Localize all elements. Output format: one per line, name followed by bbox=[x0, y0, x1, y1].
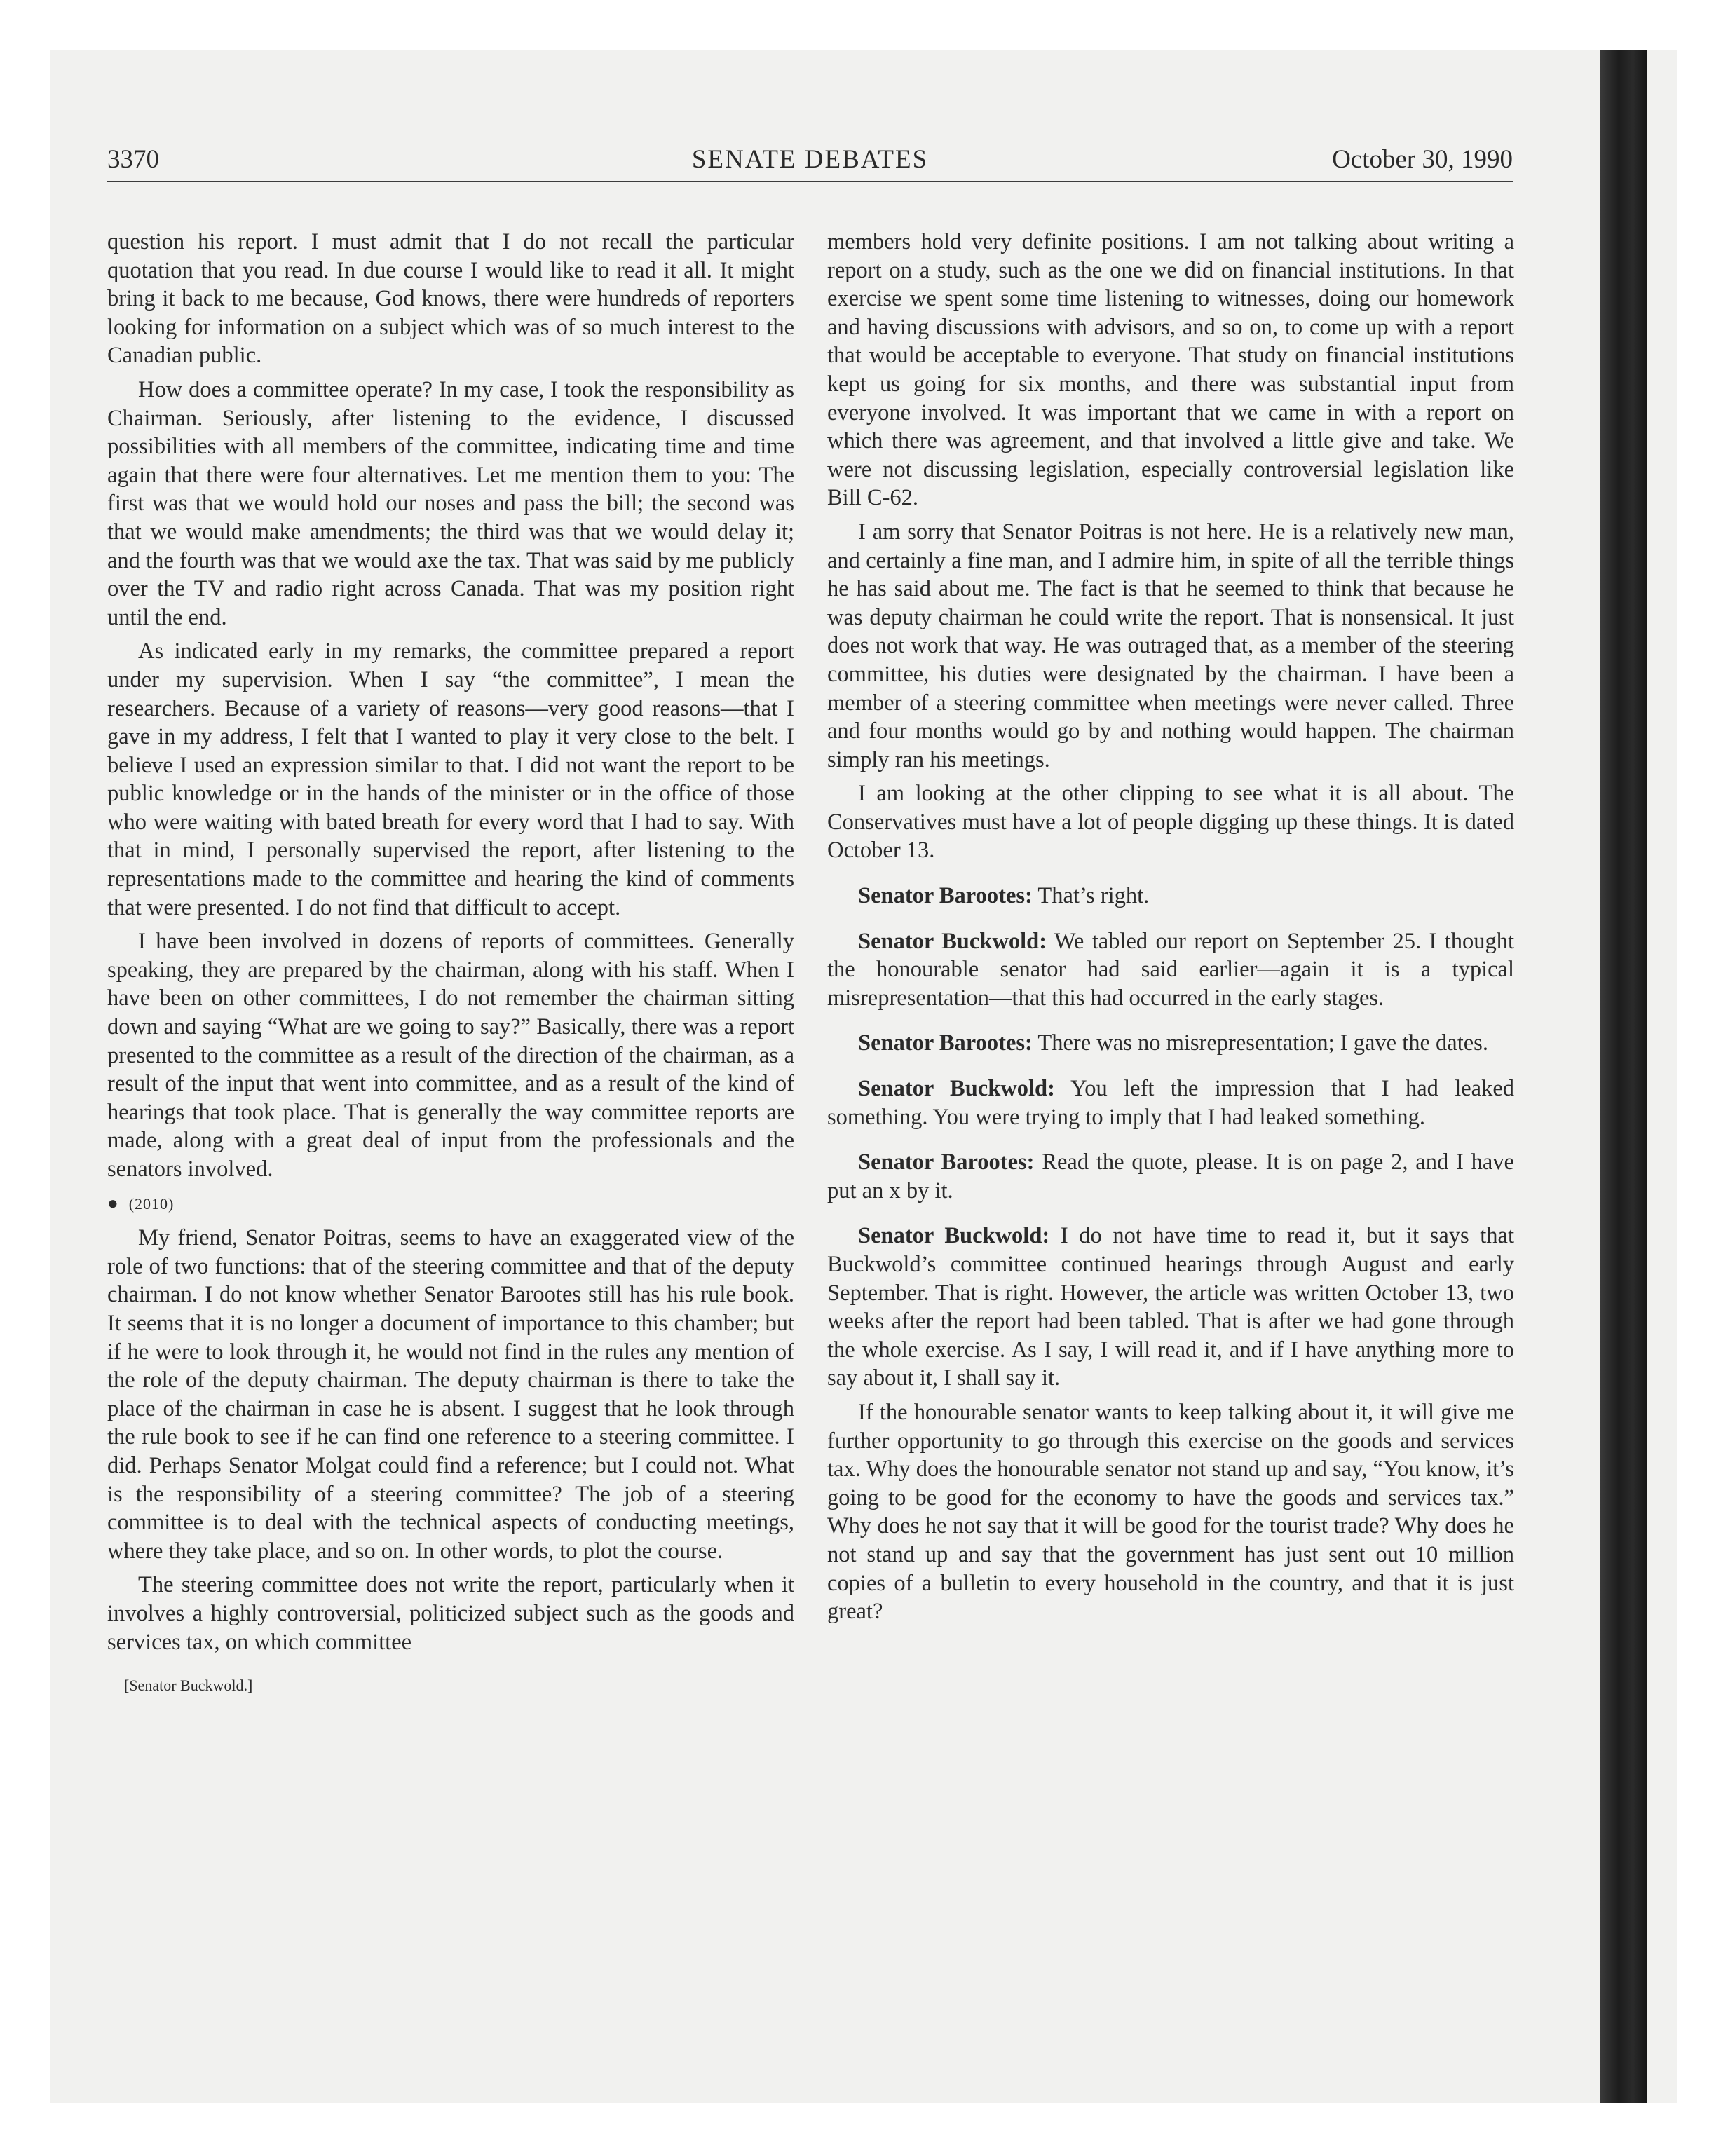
speech-barootes bbox=[827, 1148, 1514, 1205]
speaker-name: Senator Buckwold: bbox=[858, 928, 1047, 954]
right-column bbox=[827, 228, 1514, 1632]
speaker-name: Senator Buckwold: bbox=[858, 1223, 1050, 1249]
speaker-name: Senator Buckwold: bbox=[858, 1076, 1055, 1102]
speaker-name: Senator Barootes: bbox=[858, 1030, 1033, 1056]
speaker-name: Senator Barootes: bbox=[858, 1149, 1035, 1175]
speech-text: That’s right. bbox=[1032, 883, 1150, 909]
speech-barootes bbox=[827, 1029, 1514, 1058]
paragraph: members hold very definite positions. I am not talking about writing a report on a study, such as the one we did on financial institutions. In that exercise we spent some time listening to witnesses, doing our homework and having discussions with advisors, and so on, to come up with a report that would be acceptable to everyone. That study on financial institutions kept us going for six months, and there was substantial input from everyone involved. It was important that we came in with a report on which there was agreement, and that involved a little give and take. We were not discussing legislation, especially controversial legislation like Bill C-62. bbox=[827, 229, 1514, 511]
paragraph: I am looking at the other clipping to see what it is all about. The Conservatives must have a lot of people digging up these things. It is dated October 13. bbox=[827, 781, 1514, 864]
speech-buckwold bbox=[827, 927, 1514, 1013]
speech-buckwold bbox=[827, 1074, 1514, 1131]
bullet-icon: ● bbox=[107, 1192, 119, 1213]
speaker-name: Senator Barootes: bbox=[858, 883, 1033, 909]
speech-text: You left the impression that I had leaked something. You were trying to imply that I had leaked something. bbox=[827, 1076, 1514, 1130]
paragraph: The steering committee does not write the report, particularly when it involves a highly controversial, politicized subject such as the goods and services tax, on which committee bbox=[107, 1572, 794, 1655]
publication-date: October 30, 1990 bbox=[1332, 145, 1513, 174]
binding-edge bbox=[1600, 50, 1647, 2103]
paragraph: I am sorry that Senator Poitras is not here. He is a relatively new man, and certainly a fine man, and I admire him, in spite of all the terrible things he has said about me. The fact is that he seemed to think that because he was deputy chairman he could write the report. That is nonsensical. It just does not work that way. He was outraged that, as a member of the steering committee, his duties were designated by the chairman. I have been a member of a steering committee when meetings were never called. Three and four months would go by and nothing would happen. The chairman simply ran his meetings. bbox=[827, 519, 1514, 772]
speech-text: There was no misrepresentation; I gave the dates. bbox=[1032, 1030, 1488, 1056]
speech-barootes bbox=[827, 882, 1514, 910]
paragraph: question his report. I must admit that I do not recall the particular quotation that you read. In due course I would like to read it all. It might bring it back to me because, God knows, there were hundreds of reporters looking for information on a subject which was of so much interest to the Canadian public. bbox=[107, 229, 794, 369]
speaker-attribution: [Senator Buckwold.] bbox=[124, 1677, 253, 1695]
left-column bbox=[107, 228, 794, 1700]
page-number: 3370 bbox=[107, 145, 159, 174]
paragraph: If the honourable senator wants to keep talking about it, it will give me further opportunity to go through this exercise on the goods and services tax. Why does the honourable senator not stand up and say, “You know, it’s going to be good for the economy to have the goods and services tax.” Why does he not say that it will be good for the tourist trade? Why does he not stand up and say that the government has just sent out 10 million copies of a bulletin to every household in the country, and that it is just great? bbox=[827, 1399, 1514, 1625]
paragraph: As indicated early in my remarks, the committee prepared a report under my supervision. When I say “the committee”, I mean the researchers. Because of a variety of reasons—very good reasons—that I gave in my address, I felt that I wanted to play it very close to the belt. I believe I used an expression similar to that. I did not want the report to be public knowledge or in the hands of the minister or in the office of those who were waiting with bated breath for every word that I had to say. With that in mind, I personally supervised the report, after listening to the representations made to the committee and hearing the kind of comments that were presented. I do not find that difficult to accept. bbox=[107, 639, 794, 920]
publication-title: SENATE DEBATES bbox=[691, 145, 929, 174]
speech-text: I do not have time to read it, but it says that Buckwold’s committee continued hearings through August and early September. That is right. However, the article was written October 13, two weeks after the report had been tabled. That is after we had gone through the whole exercise. As I say, I will read it, and if I have anything more to say about it, I shall say it. bbox=[827, 1223, 1514, 1391]
speech-text: Read the quote, please. It is on page 2, and I have put an x by it. bbox=[827, 1149, 1514, 1203]
page-header bbox=[107, 140, 1513, 179]
paragraph: How does a committee operate? In my case, I took the responsibility as Chairman. Seriously, after listening to the evidence, I discussed possibilities with all members of the committee, indicating time and time again that there were four alternatives. Let me mention them to you: The first was that we would hold our noses and pass the bill; the second was that we would make amendments; the third was that we would delay it; and the fourth was that we would axe the tax. That was said by me publicly over the TV and radio right across Canada. That was my position right until the end. bbox=[107, 376, 794, 630]
paragraph: I have been involved in dozens of reports of committees. Generally speaking, they are prepared by the chairman, along with his staff. When I have been on other committees, I do not remember the chairman sitting down and saying “What are we going to say?” Basically, there was a report presented to the committee as a result of the direction of the chairman, as a result of the input that went into committee, and as a result of the kind of hearings that took place. That is generally the way committee reports are made, along with a great deal of input from the professionals and the senators involved. bbox=[107, 929, 794, 1182]
speech-buckwold bbox=[827, 1222, 1514, 1393]
paragraph: My friend, Senator Poitras, seems to have an exaggerated view of the role of two functions: that of the steering committee and that of the deputy chairman. I do not know whether Senator Barootes still has his rule book. It seems that it is no longer a document of importance to this chamber; but if he were to look through it, he would not find in the rules any mention of the role of the deputy chairman. The deputy chairman is there to take the place of the chairman in case he is absent. I suggest that he look through the rule book to see if he can find one reference to a steering committee. I did. Perhaps Senator Molgat could find a reference; but I could not. What is the responsibility of a steering committee? The job of a steering committee is to deal with the technical aspects of conducting meetings, where they take place, and so on. In other words, to plot the course. bbox=[107, 1225, 794, 1564]
speech-text: We tabled our report on September 25. I thought the honourable senator had said earlier—again it is a typical misrepresentation—that this had occurred in the early stages. bbox=[827, 928, 1514, 1011]
time-marker-text: (2010) bbox=[128, 1194, 175, 1213]
time-marker bbox=[107, 1189, 794, 1219]
header-rule bbox=[107, 181, 1513, 182]
